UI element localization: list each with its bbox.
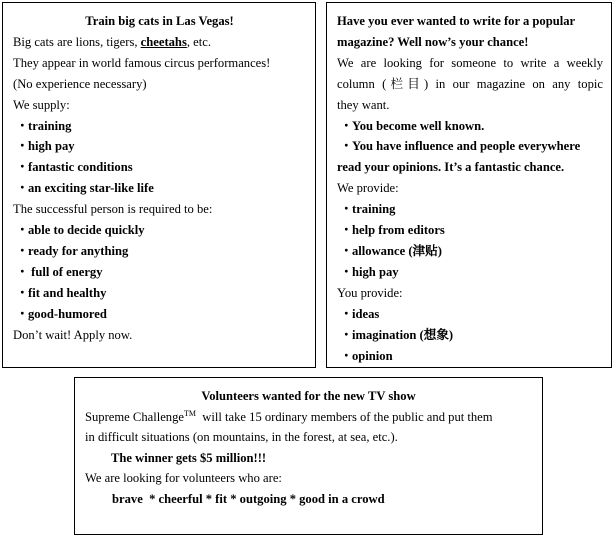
ad1-required-item-text: good-humored xyxy=(28,306,107,321)
ad1-supply-item-text: an exciting star-like life xyxy=(28,181,154,196)
ad1-line3: (No experience necessary) xyxy=(13,76,147,91)
ad1-supply-item xyxy=(13,116,306,137)
ad1-required-item-text: ready for anything xyxy=(28,243,129,258)
bullet-icon: ・ xyxy=(16,264,29,279)
bullet-icon: ・ xyxy=(16,160,29,175)
bullet-icon: ・ xyxy=(16,285,29,300)
ad1-supply-item-text: training xyxy=(28,118,72,133)
ad2-benefit xyxy=(337,116,603,137)
ad2-body-line3: they want. xyxy=(337,97,390,112)
ad3-looking-for: We are looking for volunteers who are: xyxy=(85,471,282,486)
bullet-icon: ・ xyxy=(16,139,29,154)
trademark-mark: TM xyxy=(183,408,196,418)
ad1-supply-item xyxy=(13,178,306,199)
bullet-icon: ・ xyxy=(340,139,353,154)
ad1-title: Train big cats in Las Vegas! xyxy=(85,14,234,28)
bullet-icon: ・ xyxy=(340,348,353,363)
ad2-title-line2: magazine? Well now’s your chance! xyxy=(337,34,529,49)
ad2-provide-item xyxy=(337,241,603,262)
bullet-icon: ・ xyxy=(16,181,29,196)
ad1-intro-post: , etc. xyxy=(186,34,211,49)
ad2-provide-item-text: training xyxy=(352,202,396,217)
bullet-icon: ・ xyxy=(340,202,353,217)
bullet-icon: ・ xyxy=(340,223,353,238)
ad1-supply-item xyxy=(13,157,306,178)
ad-tv-show-volunteers xyxy=(74,377,543,535)
ad1-line2: They appear in world famous circus performances! xyxy=(13,55,271,70)
ad1-supply-item-text: high pay xyxy=(28,139,75,154)
bullet-icon: ・ xyxy=(340,243,353,258)
ad2-you-provide-item xyxy=(337,325,603,346)
ad1-closing: Don’t wait! Apply now. xyxy=(13,327,133,342)
ad3-title: Volunteers wanted for the new TV show xyxy=(201,389,416,403)
ad1-required-item xyxy=(13,262,306,283)
bullet-icon: ・ xyxy=(340,264,353,279)
ad1-required-item xyxy=(13,283,306,304)
ad2-provide-item-text: allowance (津贴) xyxy=(352,243,442,258)
ad2-benefit-text: You have influence and people everywhere xyxy=(352,139,581,154)
ad1-required-item-text: fit and healthy xyxy=(28,285,107,300)
ad1-required-item-text: able to decide quickly xyxy=(28,223,145,238)
ad1-supply-item-text: fantastic conditions xyxy=(28,160,133,175)
ad1-intro-pre: Big cats are lions, tigers, xyxy=(13,34,141,49)
ad2-provide-heading: We provide: xyxy=(337,181,399,196)
ad1-intro xyxy=(13,32,306,53)
bullet-icon: ・ xyxy=(340,118,353,133)
ad2-benefit xyxy=(337,136,603,157)
ad2-provide-item xyxy=(337,199,603,220)
ad2-provide-item-text: high pay xyxy=(352,264,399,279)
ad2-provide-item xyxy=(337,262,603,283)
ad2-body-line1: We are looking for someone to write a weekly xyxy=(337,55,603,70)
ad3-prize: The winner gets $5 million!!! xyxy=(111,450,267,465)
ad1-required-heading: The successful person is required to be: xyxy=(13,202,213,217)
ad3-qualities: brave * cheerful * fit * outgoing * good in a crowd xyxy=(112,491,385,506)
ad1-required-item xyxy=(13,304,306,325)
ad-magazine-writer xyxy=(326,2,612,368)
ad2-you-provide-item-text: ideas xyxy=(352,306,380,321)
ad2-title-line1: Have you ever wanted to write for a popular xyxy=(337,14,576,28)
ad2-you-provide-item-text: imagination (想象) xyxy=(352,327,454,342)
ad2-you-provide-heading: You provide: xyxy=(337,285,403,300)
ad3-show-name: Supreme Challenge xyxy=(85,409,184,424)
ad2-provide-item xyxy=(337,220,603,241)
ad1-required-item-text: full of energy xyxy=(28,264,103,279)
ad3-body-line1-rest: will take 15 ordinary members of the public and put them xyxy=(195,409,493,424)
bullet-icon: ・ xyxy=(16,118,29,133)
ad2-provide-item-text: help from editors xyxy=(352,223,445,238)
ad2-benefit-text: You become well known. xyxy=(352,118,485,133)
bullet-icon: ・ xyxy=(16,243,29,258)
ad3-body-line1 xyxy=(85,407,532,428)
bullet-icon: ・ xyxy=(340,327,353,342)
ad2-benefit-continued: read your opinions. It’s a fantastic chance. xyxy=(337,160,565,175)
ad1-supply-item xyxy=(13,136,306,157)
bullet-icon: ・ xyxy=(16,306,29,321)
ad3-body-line2: in difficult situations (on mountains, in the forest, at sea, etc.). xyxy=(85,430,398,445)
ad1-intro-word: cheetahs xyxy=(140,34,187,49)
ad1-required-item xyxy=(13,241,306,262)
ad2-you-provide-item-text: opinion xyxy=(352,348,393,363)
ad1-required-item xyxy=(13,220,306,241)
ad2-you-provide-item xyxy=(337,304,603,325)
bullet-icon: ・ xyxy=(16,223,29,238)
ad2-body-line2: column (栏目) in our magazine on any topic xyxy=(337,76,603,91)
ad1-supply-heading: We supply: xyxy=(13,97,70,112)
bullet-icon: ・ xyxy=(340,306,353,321)
ad2-you-provide-item xyxy=(337,346,603,367)
ad-big-cats xyxy=(2,2,316,368)
